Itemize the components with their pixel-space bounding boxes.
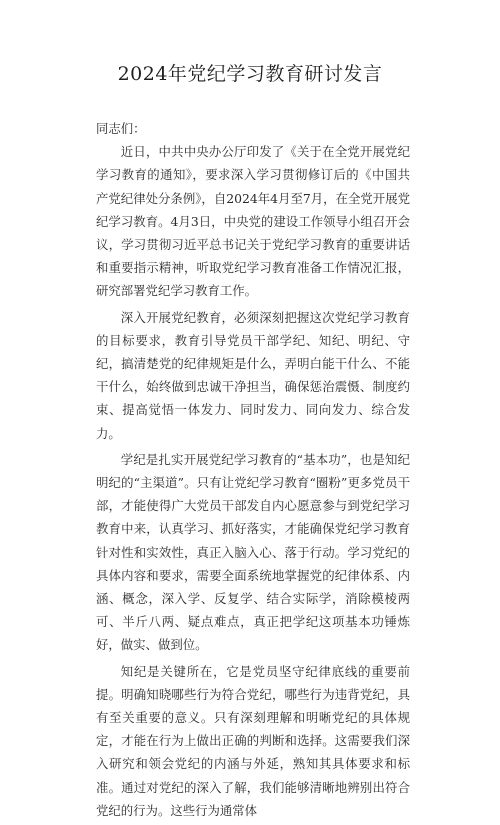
document-body [96,117,410,825]
paragraph-4: 知纪是关键所在，它是党员坚守纪律底线的重要前提。明确知晓哪些行为符合党纪，哪些行为违背党纪，具有至关重要的意义。只有深刻理解和明晰党纪的具体规定，才能在行为上做出正确的判断和选择。这需要我们深入研究和领会党纪的内涵与外延，熟知其具体要求和标准。通过对党纪的深入了解，我们能够清晰地辨别出符合党纪的行为。这些行为通常体 [96,663,410,818]
paragraph-2: 深入开展党纪教育，必须深刻把握这次党纪学习教育的目标要求，教育引导党员干部学纪、知纪、明纪、守纪，搞清楚党的纪律规矩是什么，弄明白能干什么、不能干什么，始终做到忠诚干净担当，确保惩治震慑、制度约束、提高觉悟一体发力、同时发力、同向发力、综合发力。 [96,309,410,441]
paragraph-1: 近日，中共中央办公厅印发了《关于在全党开展党纪学习教育的通知》，要求深入学习贯彻修订后的《中国共产党纪律处分条例》，自2024年4月至7月，在全党开展党纪学习教育。4月3日，中央党的建设工作领导小组召开会议，学习贯彻习近平总书记关于党纪学习教育的重要讲话和重要指示精神，听取党纪学习教育准备工作情况汇报，研究部署党纪学习教育工作。 [96,144,410,299]
paragraph-3: 学纪是扎实开展党纪学习教育的“基本功”，也是知纪明纪的“主渠道”。只有让党纪学习教育“圈粉”更多党员干部，才能使得广大党员干部发自内心愿意参与到党纪学习教育中来，认真学习、抓好落实，才能确保党纪学习教育针对性和实效性，真正入脑入心、落于行动。学习党纪的具体内容和要求，需要全面系统地掌握党的纪律体系、内涵、概念，深入学、反复学、结合实际学，消除模棱两可、半斤八两、疑点难点，真正把学纪这项基本功锤炼好，做实、做到位。 [96,451,410,653]
greeting: 同志们： [96,121,146,136]
document-title: 2024年党纪学习教育研讨发言 [117,63,383,85]
